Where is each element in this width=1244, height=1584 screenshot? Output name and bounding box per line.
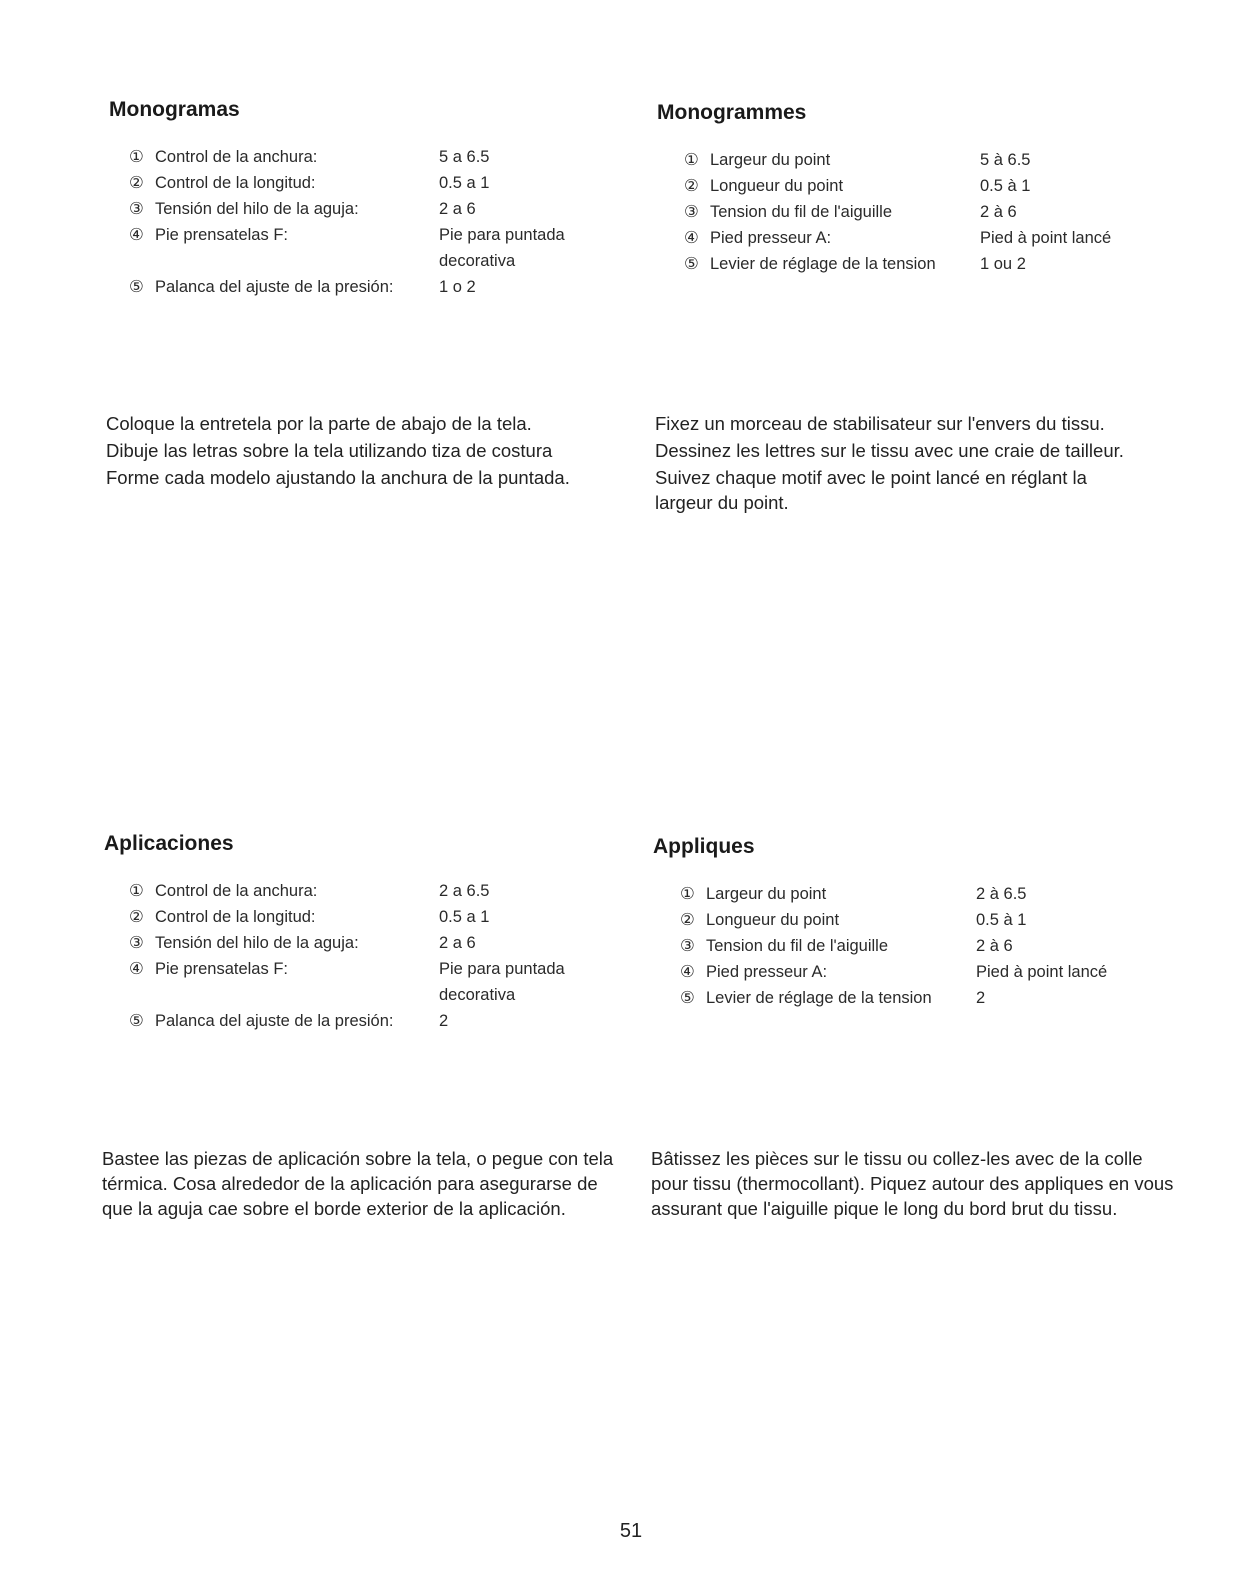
- section-title: Monogrammes: [657, 101, 807, 124]
- setting-label: Pied presseur A:: [706, 963, 828, 981]
- setting-value: 2 a 6: [439, 200, 476, 218]
- section-title: Aplicaciones: [104, 832, 234, 855]
- settings-row: [684, 173, 1111, 199]
- setting-label: Control de la longitud:: [155, 174, 316, 192]
- paragraph: Bâtissez les pièces sur le tissu ou collez-les avec de la colle pour tissu (thermocollant). Piquez autour des appliques en vous assurant que l'aiguille pique le long du bord brut du tissu.: [651, 1148, 1174, 1219]
- circled-number: ③: [129, 200, 144, 218]
- circled-number: ①: [129, 882, 144, 900]
- settings-row: [680, 985, 1107, 1011]
- setting-label: Longueur du point: [710, 177, 844, 195]
- circled-number: ⑤: [129, 278, 144, 296]
- circled-number: ⑤: [129, 1012, 144, 1030]
- setting-label: Levier de réglage de la tension: [710, 255, 936, 273]
- setting-label: Pie prensatelas F:: [155, 226, 288, 244]
- paragraph: Fixez un morceau de stabilisateur sur l'envers du tissu.: [655, 413, 1105, 434]
- setting-value: 1 o 2: [439, 278, 476, 296]
- section-appliques: [653, 835, 1173, 1011]
- setting-label: Palanca del ajuste de la presión:: [155, 278, 394, 296]
- paragraph: Dibuje las letras sobre la tela utilizando tiza de costura: [106, 440, 553, 461]
- circled-number: ④: [680, 963, 695, 981]
- circled-number: ③: [684, 203, 699, 221]
- circled-number: ⑤: [680, 989, 695, 1007]
- circled-number: ④: [684, 229, 699, 247]
- paragraph: Dessinez les lettres sur le tissu avec une craie de tailleur.: [655, 440, 1124, 461]
- circled-number: ④: [129, 960, 144, 978]
- circled-number: ②: [680, 911, 695, 929]
- setting-value: 2 à 6.5: [976, 885, 1027, 903]
- setting-value: Pied à point lancé: [980, 229, 1112, 247]
- setting-label: Tension du fil de l'aiguille: [706, 937, 889, 955]
- setting-label: Control de la anchura:: [155, 148, 318, 166]
- settings-table: [680, 881, 1107, 1011]
- settings-row: [680, 881, 1107, 907]
- setting-value: 0.5 à 1: [980, 177, 1031, 195]
- settings-row: [129, 1008, 579, 1034]
- setting-value: 2 a 6.5: [439, 882, 490, 900]
- setting-label: Palanca del ajuste de la presión:: [155, 1012, 394, 1030]
- settings-row: [129, 274, 579, 300]
- circled-number: ③: [680, 937, 695, 955]
- monogrammes-instructions: [655, 411, 1175, 521]
- settings-row: [129, 930, 579, 956]
- setting-value: 2: [976, 989, 986, 1007]
- circled-number: ①: [684, 151, 699, 169]
- setting-value: 2: [439, 1012, 449, 1030]
- settings-row: [684, 199, 1111, 225]
- paragraph: Suivez chaque motif avec le point lancé en réglant la largeur du point.: [655, 467, 1087, 513]
- settings-row: [129, 904, 579, 930]
- setting-label: Control de la longitud:: [155, 908, 316, 926]
- circled-number: ②: [684, 177, 699, 195]
- setting-value: Pie para puntada decorativa: [439, 960, 565, 1004]
- setting-value: 5 à 6.5: [980, 151, 1031, 169]
- monogramas-instructions: [106, 411, 636, 496]
- setting-value: 2 a 6: [439, 934, 476, 952]
- setting-label: Largeur du point: [706, 885, 827, 903]
- paragraph: Coloque la entretela por la parte de abajo de la tela.: [106, 413, 532, 434]
- paragraph: Forme cada modelo ajustando la anchura de la puntada.: [106, 467, 570, 488]
- settings-row: [680, 933, 1107, 959]
- settings-row: [129, 956, 579, 1008]
- circled-number: ④: [129, 226, 144, 244]
- settings-row: [684, 251, 1111, 277]
- setting-value: 0.5 a 1: [439, 174, 490, 192]
- paragraph: Bastee las piezas de aplicación sobre la tela, o pegue con tela térmica. Cosa alrededor de la aplicación para asegurarse de que la aguja cae sobre el borde exterior de la aplicación.: [102, 1148, 614, 1219]
- settings-row: [129, 196, 579, 222]
- setting-value: 0.5 à 1: [976, 911, 1027, 929]
- settings-row: [129, 222, 579, 274]
- settings-row: [680, 907, 1107, 933]
- setting-label: Tension du fil de l'aiguille: [710, 203, 893, 221]
- aplicaciones-instructions: [102, 1146, 622, 1227]
- section-monogrammes: [657, 101, 1177, 277]
- settings-row: [129, 170, 579, 196]
- setting-label: Tensión del hilo de la aguja:: [155, 200, 359, 218]
- section-aplicaciones: [104, 832, 584, 1034]
- setting-value: 1 ou 2: [980, 255, 1026, 273]
- setting-value: Pie para puntada decorativa: [439, 226, 565, 270]
- settings-row: [684, 147, 1111, 173]
- settings-table: [129, 144, 579, 300]
- section-title: Monogramas: [109, 98, 240, 121]
- circled-number: ⑤: [684, 255, 699, 273]
- setting-label: Pie prensatelas F:: [155, 960, 288, 978]
- setting-label: Control de la anchura:: [155, 882, 318, 900]
- setting-label: Largeur du point: [710, 151, 831, 169]
- setting-value: 2 à 6: [976, 937, 1013, 955]
- page-number: 51: [619, 1520, 643, 1542]
- setting-value: 5 a 6.5: [439, 148, 490, 166]
- settings-row: [684, 225, 1111, 251]
- settings-row: [129, 144, 579, 170]
- settings-row: [680, 959, 1107, 985]
- setting-label: Longueur du point: [706, 911, 840, 929]
- setting-label: Pied presseur A:: [710, 229, 832, 247]
- settings-row: [129, 878, 579, 904]
- settings-table: [129, 878, 579, 1034]
- setting-label: Tensión del hilo de la aguja:: [155, 934, 359, 952]
- setting-label: Levier de réglage de la tension: [706, 989, 932, 1007]
- setting-value: Pied à point lancé: [976, 963, 1108, 981]
- circled-number: ③: [129, 934, 144, 952]
- appliques-instructions: [651, 1146, 1176, 1227]
- settings-table: [684, 147, 1111, 277]
- circled-number: ②: [129, 908, 144, 926]
- section-title: Appliques: [653, 835, 755, 858]
- circled-number: ①: [129, 148, 144, 166]
- setting-value: 2 à 6: [980, 203, 1017, 221]
- setting-value: 0.5 a 1: [439, 908, 490, 926]
- section-monogramas: [109, 98, 589, 300]
- circled-number: ②: [129, 174, 144, 192]
- circled-number: ①: [680, 885, 695, 903]
